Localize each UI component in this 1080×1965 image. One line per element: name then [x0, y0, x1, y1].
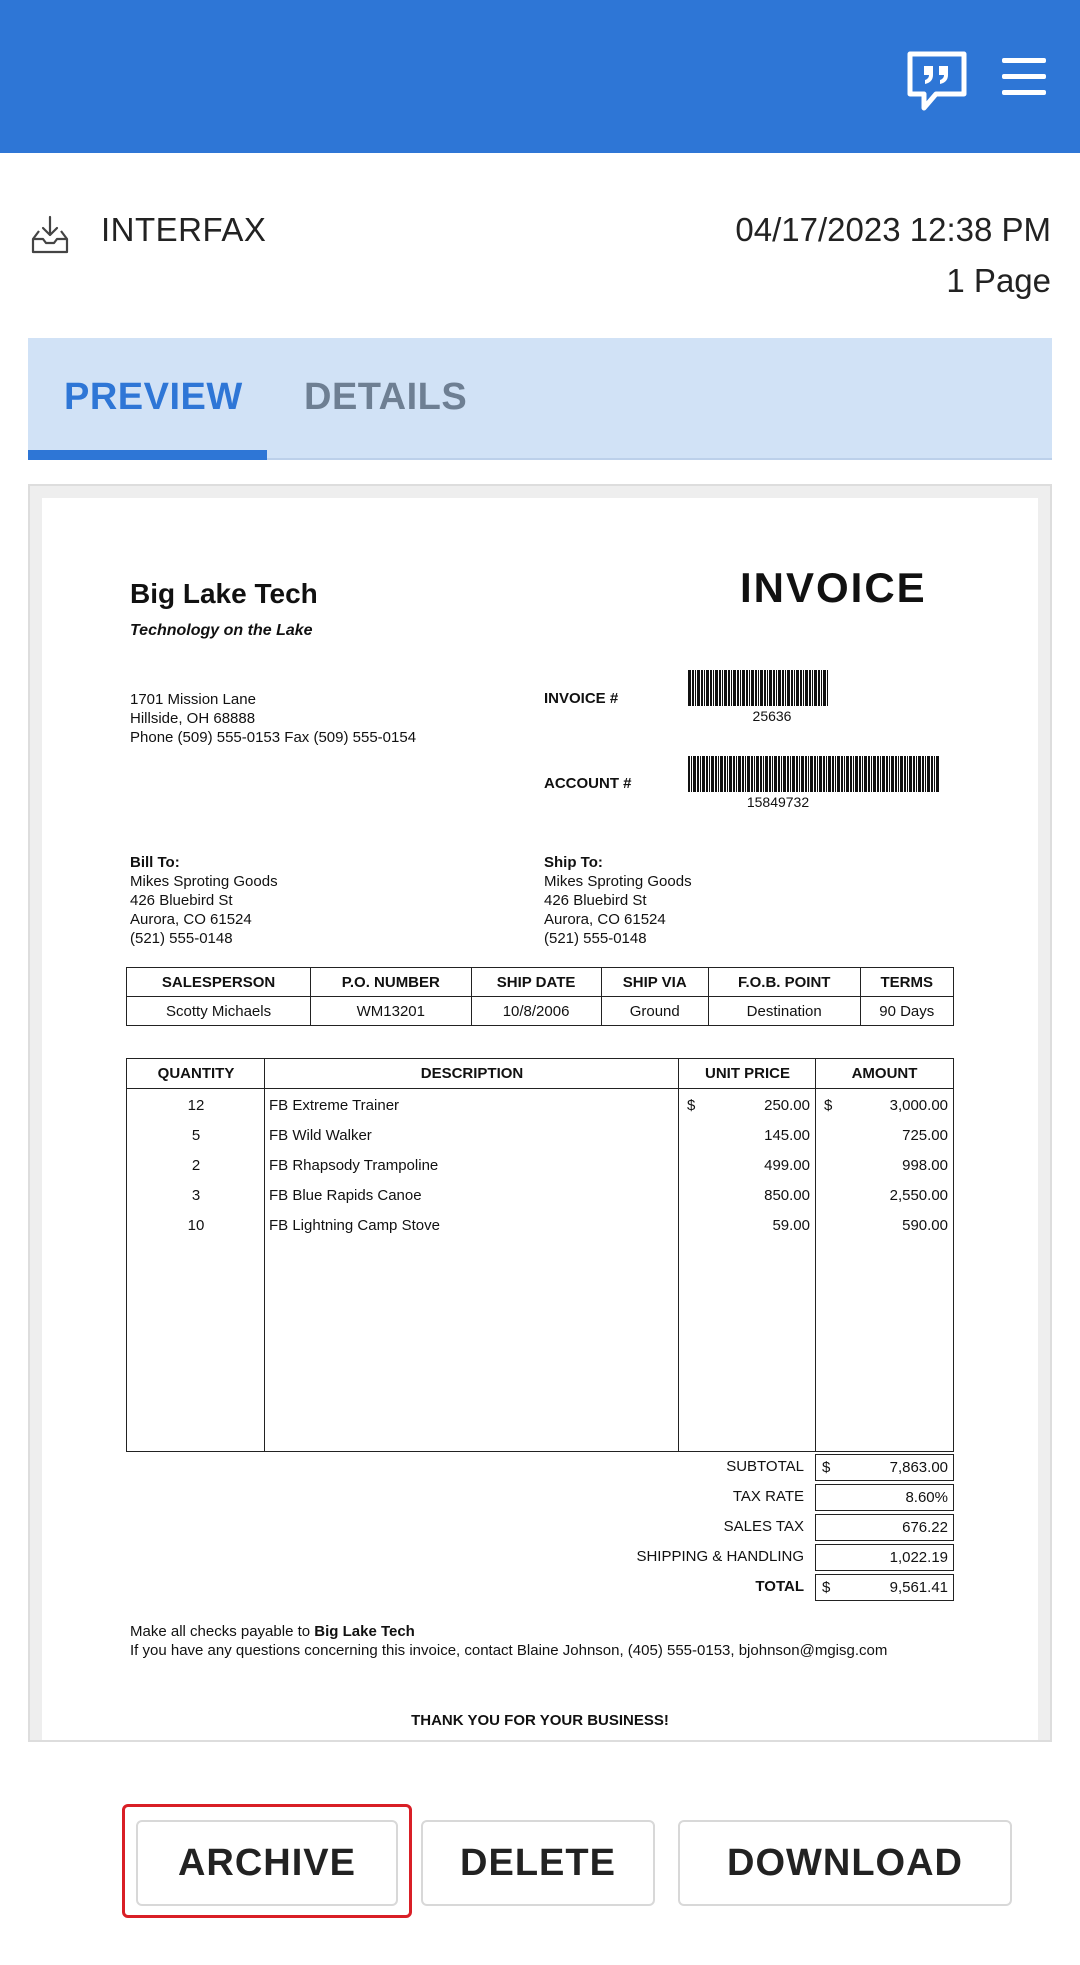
action-bar — [0, 1742, 1080, 1965]
invoice-title: INVOICE — [740, 564, 927, 611]
contact-line: If you have any questions concerning this invoice, contact Blaine Johnson, (405) 555-0153, bjohnson@mgisg.com — [130, 1642, 888, 1659]
item-description: FB Wild Walker — [269, 1127, 372, 1144]
item-qty: 3 — [191, 1187, 201, 1204]
total-value-box — [815, 1454, 954, 1481]
order-info-value-row — [127, 997, 954, 1026]
item-header: AMOUNT — [851, 1065, 918, 1082]
fax-page-count: 1 Page — [946, 262, 1051, 299]
total-row — [42, 1542, 1038, 1572]
total-currency: $ — [822, 1459, 831, 1476]
line-item-row — [127, 1121, 953, 1151]
item-description: FB Rhapsody Trampoline — [269, 1157, 439, 1174]
account-number: 15849732 — [746, 794, 810, 810]
ship-to-line: (521) 555-0148 — [544, 930, 647, 947]
item-header: UNIT PRICE — [704, 1065, 790, 1082]
payable-line — [130, 1622, 887, 1641]
invoice-barcode — [688, 670, 828, 706]
invoice-company-name: Big Lake Tech — [130, 578, 318, 609]
ship-to-line: Aurora, CO 61524 — [544, 911, 666, 928]
bill-to-line: Aurora, CO 61524 — [130, 911, 252, 928]
bill-to-line: (521) 555-0148 — [130, 930, 233, 947]
item-description: FB Blue Rapids Canoe — [269, 1187, 422, 1204]
line-items-header — [127, 1059, 953, 1089]
ship-to-line: Mikes Sproting Goods — [544, 873, 692, 890]
item-qty: 5 — [191, 1127, 201, 1144]
ship-to-title: Ship To: — [544, 854, 603, 871]
fax-source: INTERFAX — [101, 211, 267, 248]
info-header: SHIP VIA — [601, 968, 708, 997]
bill-to-title: Bill To: — [130, 854, 180, 871]
total-value: 9,561.41 — [889, 1579, 948, 1596]
archive-button[interactable]: ARCHIVE — [136, 1820, 398, 1906]
account-number-label: ACCOUNT # — [544, 775, 632, 792]
item-description: FB Lightning Camp Stove — [269, 1217, 440, 1234]
tab-preview[interactable]: PREVIEW — [64, 376, 243, 418]
total-label: SUBTOTAL — [726, 1458, 804, 1475]
invoice-tagline: Technology on the Lake — [130, 622, 313, 639]
info-value: Scotty Michaels — [127, 997, 311, 1026]
order-info-table — [126, 967, 954, 1026]
info-header: P.O. NUMBER — [311, 968, 471, 997]
invoice-number: 25636 — [752, 708, 792, 724]
active-tab-indicator — [28, 450, 267, 460]
total-value-box — [815, 1514, 954, 1541]
invoice-document — [42, 498, 1038, 1742]
payable-name: Big Lake Tech — [314, 1623, 415, 1640]
info-value: WM13201 — [311, 997, 471, 1026]
order-info-header-row — [127, 968, 954, 997]
total-value: 676.22 — [902, 1519, 948, 1536]
info-header: SALESPERSON — [127, 968, 311, 997]
info-value: Ground — [601, 997, 708, 1026]
item-header: QUANTITY — [157, 1065, 235, 1082]
total-row — [42, 1572, 1038, 1602]
item-qty: 2 — [191, 1157, 201, 1174]
total-value-box — [815, 1544, 954, 1571]
item-amount: 590.00 — [902, 1217, 948, 1234]
total-label: SALES TAX — [723, 1518, 804, 1535]
payable-prefix: Make all checks payable to — [130, 1623, 315, 1640]
delete-button[interactable]: DELETE — [421, 1820, 655, 1906]
info-header: SHIP DATE — [471, 968, 601, 997]
hamburger-menu-icon[interactable] — [1000, 50, 1048, 116]
item-unit-price: 499.00 — [764, 1157, 810, 1174]
total-value: 8.60% — [905, 1489, 948, 1506]
total-row — [42, 1482, 1038, 1512]
line-item-row — [127, 1091, 953, 1121]
info-value: 90 Days — [860, 997, 953, 1026]
item-unit-currency: $ — [687, 1097, 696, 1114]
thank-you-message: THANK YOU FOR YOUR BUSINESS! — [411, 1712, 669, 1729]
total-value-box — [815, 1574, 954, 1601]
inbox-download-icon — [30, 215, 70, 255]
item-unit-price: 145.00 — [764, 1127, 810, 1144]
ship-to-line: 426 Bluebird St — [544, 892, 647, 909]
info-value: Destination — [708, 997, 860, 1026]
fax-datetime: 04/17/2023 12:38 PM — [735, 211, 1051, 248]
info-header: TERMS — [860, 968, 953, 997]
line-item-row — [127, 1181, 953, 1211]
total-value: 7,863.00 — [889, 1459, 948, 1476]
item-unit-price: 59.00 — [772, 1217, 810, 1234]
item-qty: 12 — [187, 1097, 205, 1114]
total-row — [42, 1512, 1038, 1542]
line-item-row — [127, 1211, 953, 1241]
invoice-number-label: INVOICE # — [544, 690, 619, 707]
item-amount: 998.00 — [902, 1157, 948, 1174]
info-value: 10/8/2006 — [471, 997, 601, 1026]
total-label: SHIPPING & HANDLING — [636, 1548, 804, 1565]
item-amount: 2,550.00 — [889, 1187, 948, 1204]
item-unit-price: 250.00 — [764, 1097, 810, 1114]
line-items-table — [126, 1058, 954, 1452]
total-value: 1,022.19 — [889, 1549, 948, 1566]
address-line: 1701 Mission Lane — [130, 691, 256, 708]
download-button[interactable]: DOWNLOAD — [678, 1820, 1012, 1906]
ship-to — [544, 853, 692, 948]
bill-to-line: 426 Bluebird St — [130, 892, 233, 909]
bill-to — [130, 853, 278, 948]
fax-meta — [0, 153, 1080, 338]
item-amount: 725.00 — [902, 1127, 948, 1144]
account-barcode — [688, 756, 940, 792]
app-bar — [0, 0, 1080, 153]
item-header: DESCRIPTION — [420, 1065, 524, 1082]
total-currency: $ — [822, 1579, 831, 1596]
item-amount-currency: $ — [824, 1097, 833, 1114]
total-label: TAX RATE — [732, 1488, 804, 1505]
line-item-row — [127, 1151, 953, 1181]
total-row — [42, 1452, 1038, 1482]
item-description: FB Extreme Trainer — [269, 1097, 400, 1114]
address-line: Phone (509) 555-0153 Fax (509) 555-0154 — [130, 729, 417, 746]
item-unit-price: 850.00 — [764, 1187, 810, 1204]
address-line: Hillside, OH 68888 — [130, 710, 256, 727]
info-header: F.O.B. POINT — [708, 968, 860, 997]
item-amount: 3,000.00 — [889, 1097, 948, 1114]
total-label: TOTAL — [755, 1578, 804, 1595]
tab-details[interactable]: DETAILS — [304, 376, 468, 418]
bill-to-line: Mikes Sproting Goods — [130, 873, 278, 890]
fax-preview[interactable] — [28, 484, 1052, 1742]
invoice-notes — [130, 1622, 887, 1660]
feedback-quote-icon[interactable] — [906, 50, 968, 116]
tab-bar — [28, 338, 1052, 460]
invoice-company-address — [130, 690, 416, 747]
total-value-box — [815, 1484, 954, 1511]
item-qty: 10 — [187, 1217, 205, 1234]
